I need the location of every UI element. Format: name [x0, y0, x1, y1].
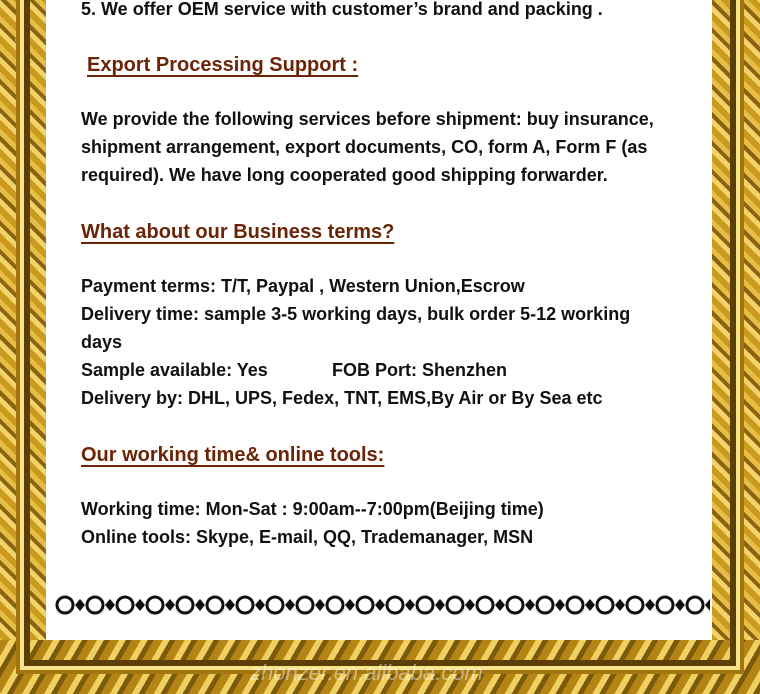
chain-ring — [567, 597, 583, 613]
chain-knot — [225, 599, 235, 611]
chain-ring — [147, 597, 163, 613]
chain-knot — [195, 599, 205, 611]
decorative-chain-border — [50, 590, 710, 620]
chain-knot — [405, 599, 415, 611]
chain-knot — [75, 599, 85, 611]
payment-terms: Payment terms: T/T, Paypal , Western Union,Escrow — [81, 276, 525, 296]
business-terms-heading: What about our Business terms? — [81, 221, 395, 243]
chain-ring — [537, 597, 553, 613]
chain-knot — [285, 599, 295, 611]
chain-knot — [435, 599, 445, 611]
chain-ring — [657, 597, 673, 613]
chain-knot — [525, 599, 535, 611]
delivery-time-line-1: Delivery time: sample 3-5 working days, bulk order 5-12 working — [81, 304, 631, 324]
chain-knot — [135, 599, 145, 611]
chain-knot — [165, 599, 175, 611]
chain-knot — [495, 599, 505, 611]
chain-knot — [555, 599, 565, 611]
chain-knot — [375, 599, 385, 611]
chain-knot — [675, 599, 685, 611]
delivery-by: Delivery by: DHL, UPS, Fedex, TNT, EMS,By Air or By Sea etc — [81, 388, 603, 408]
chain-knot — [465, 599, 475, 611]
fob-port: FOB Port: Shenzhen — [332, 360, 507, 380]
chain-ring — [327, 597, 343, 613]
chain-ring — [87, 597, 103, 613]
chain-ring — [177, 597, 193, 613]
chain-knot — [345, 599, 355, 611]
delivery-time-line-2: days — [81, 332, 123, 352]
chain-ring — [627, 597, 643, 613]
export-line-2: shipment arrangement, export documents, CO, form A, Form F (as — [81, 137, 648, 157]
export-heading: Export Processing Support : — [87, 54, 359, 76]
chain-knot — [315, 599, 325, 611]
chain-ring — [417, 597, 433, 613]
export-line-1: We provide the following services before shipment: buy insurance, — [81, 109, 654, 129]
chain-ring — [267, 597, 283, 613]
chain-knot — [105, 599, 115, 611]
chain-ring — [477, 597, 493, 613]
chain-ring — [57, 597, 73, 613]
chain-ring — [117, 597, 133, 613]
chain-knot — [615, 599, 625, 611]
working-time: Working time: Mon-Sat : 9:00am--7:00pm(Beijing time) — [81, 499, 544, 519]
working-time-heading: Our working time& online tools: — [81, 444, 385, 466]
chain-ring — [447, 597, 463, 613]
chain-knot — [585, 599, 595, 611]
online-tools: Online tools: Skype, E-mail, QQ, Trademanager, MSN — [81, 527, 534, 547]
chain-ring — [207, 597, 223, 613]
chain-knot — [255, 599, 265, 611]
chain-ring — [507, 597, 523, 613]
chain-ring — [237, 597, 253, 613]
watermark-text: zhonzer.en.alibaba.com — [250, 660, 483, 685]
export-line-3: required). We have long cooperated good shipping forwarder. — [81, 165, 608, 185]
chain-ring — [357, 597, 373, 613]
chain-ring — [297, 597, 313, 613]
oem-service-line: 5. We offer OEM service with customer’s brand and packing . — [81, 0, 603, 19]
chain-knot — [645, 599, 655, 611]
chain-ring — [597, 597, 613, 613]
chain-knot — [705, 599, 710, 611]
chain-ring — [387, 597, 403, 613]
chain-ring — [687, 597, 703, 613]
sample-available: Sample available: Yes — [81, 360, 268, 380]
